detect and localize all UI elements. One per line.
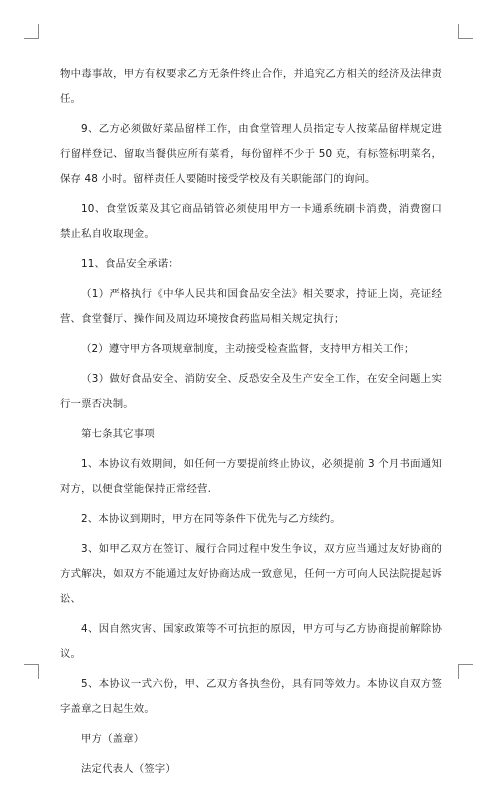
paragraph: 5、本协议一式六份，甲、乙双方各执叁份，具有同等效力。本协议自双方签字盖章之日起生效。 (60, 678, 442, 715)
section-heading: 第七条其它事项 (81, 428, 155, 440)
paragraph: （3）做好食品安全、消防安全、反恐安全及生产安全工作，在安全问题上实行一票否决制。 (60, 373, 442, 410)
document-body (60, 62, 442, 787)
paragraph: 4、因自然灾害、国家政策等不可抗拒的原因，甲方可与乙方协商提前解除协议。 (60, 623, 442, 660)
paragraph: （1）严格执行《中华人民共和国食品安全法》相关要求，持证上岗，亮证经营、食堂餐厅、操作间及周边环境按食药监局相关规定执行； (60, 288, 442, 325)
paragraph: 1、本协议有效期间，如任何一方要提前终止协议，必须提前 3 个月书面通知对方，以便食堂能保持正常经营. (60, 458, 442, 495)
paragraph: 10、食堂饭菜及其它商品销管必须使用甲方一卡通系统刷卡消费，消费窗口禁止私自收取现金。 (60, 203, 442, 240)
paragraph: 物中毒事故，甲方有权要求乙方无条件终止合作，并追究乙方相关的经济及法律责任。 (60, 68, 442, 105)
paragraph: 9、乙方必须做好菜品留样工作，由食堂管理人员指定专人按菜品留样规定进行留样登记、留取当餐供应所有菜肴，每份留样不少于 50 克，有标签标明菜名，保存 48 小时。留样责任人要随时接受学校及有关职能部门的询问。 (60, 123, 442, 185)
paragraph: 2、本协议到期时，甲方在同等条件下优先与乙方续约。 (81, 513, 341, 525)
crop-mark-top-right (458, 24, 473, 39)
paragraph: 3、如甲乙双方在签订、履行合同过程中发生争议，双方应当通过友好协商的方式解决，如双方不能通过友好协商达成一致意见，任何一方可向人民法院提起诉讼、 (60, 543, 442, 605)
crop-mark-top-left (24, 24, 39, 39)
paragraph: （2）遵守甲方各项规章制度，主动接受检查监督，支持甲方相关工作； (81, 343, 415, 355)
paragraph: 11、食品安全承诺： (81, 258, 179, 270)
crop-mark-bottom-left (24, 664, 39, 679)
signature-line-legal-rep: 法定代表人（签字） (81, 763, 176, 775)
signature-line-party-a: 甲方（盖章） (81, 733, 145, 745)
crop-mark-bottom-right (458, 664, 473, 679)
